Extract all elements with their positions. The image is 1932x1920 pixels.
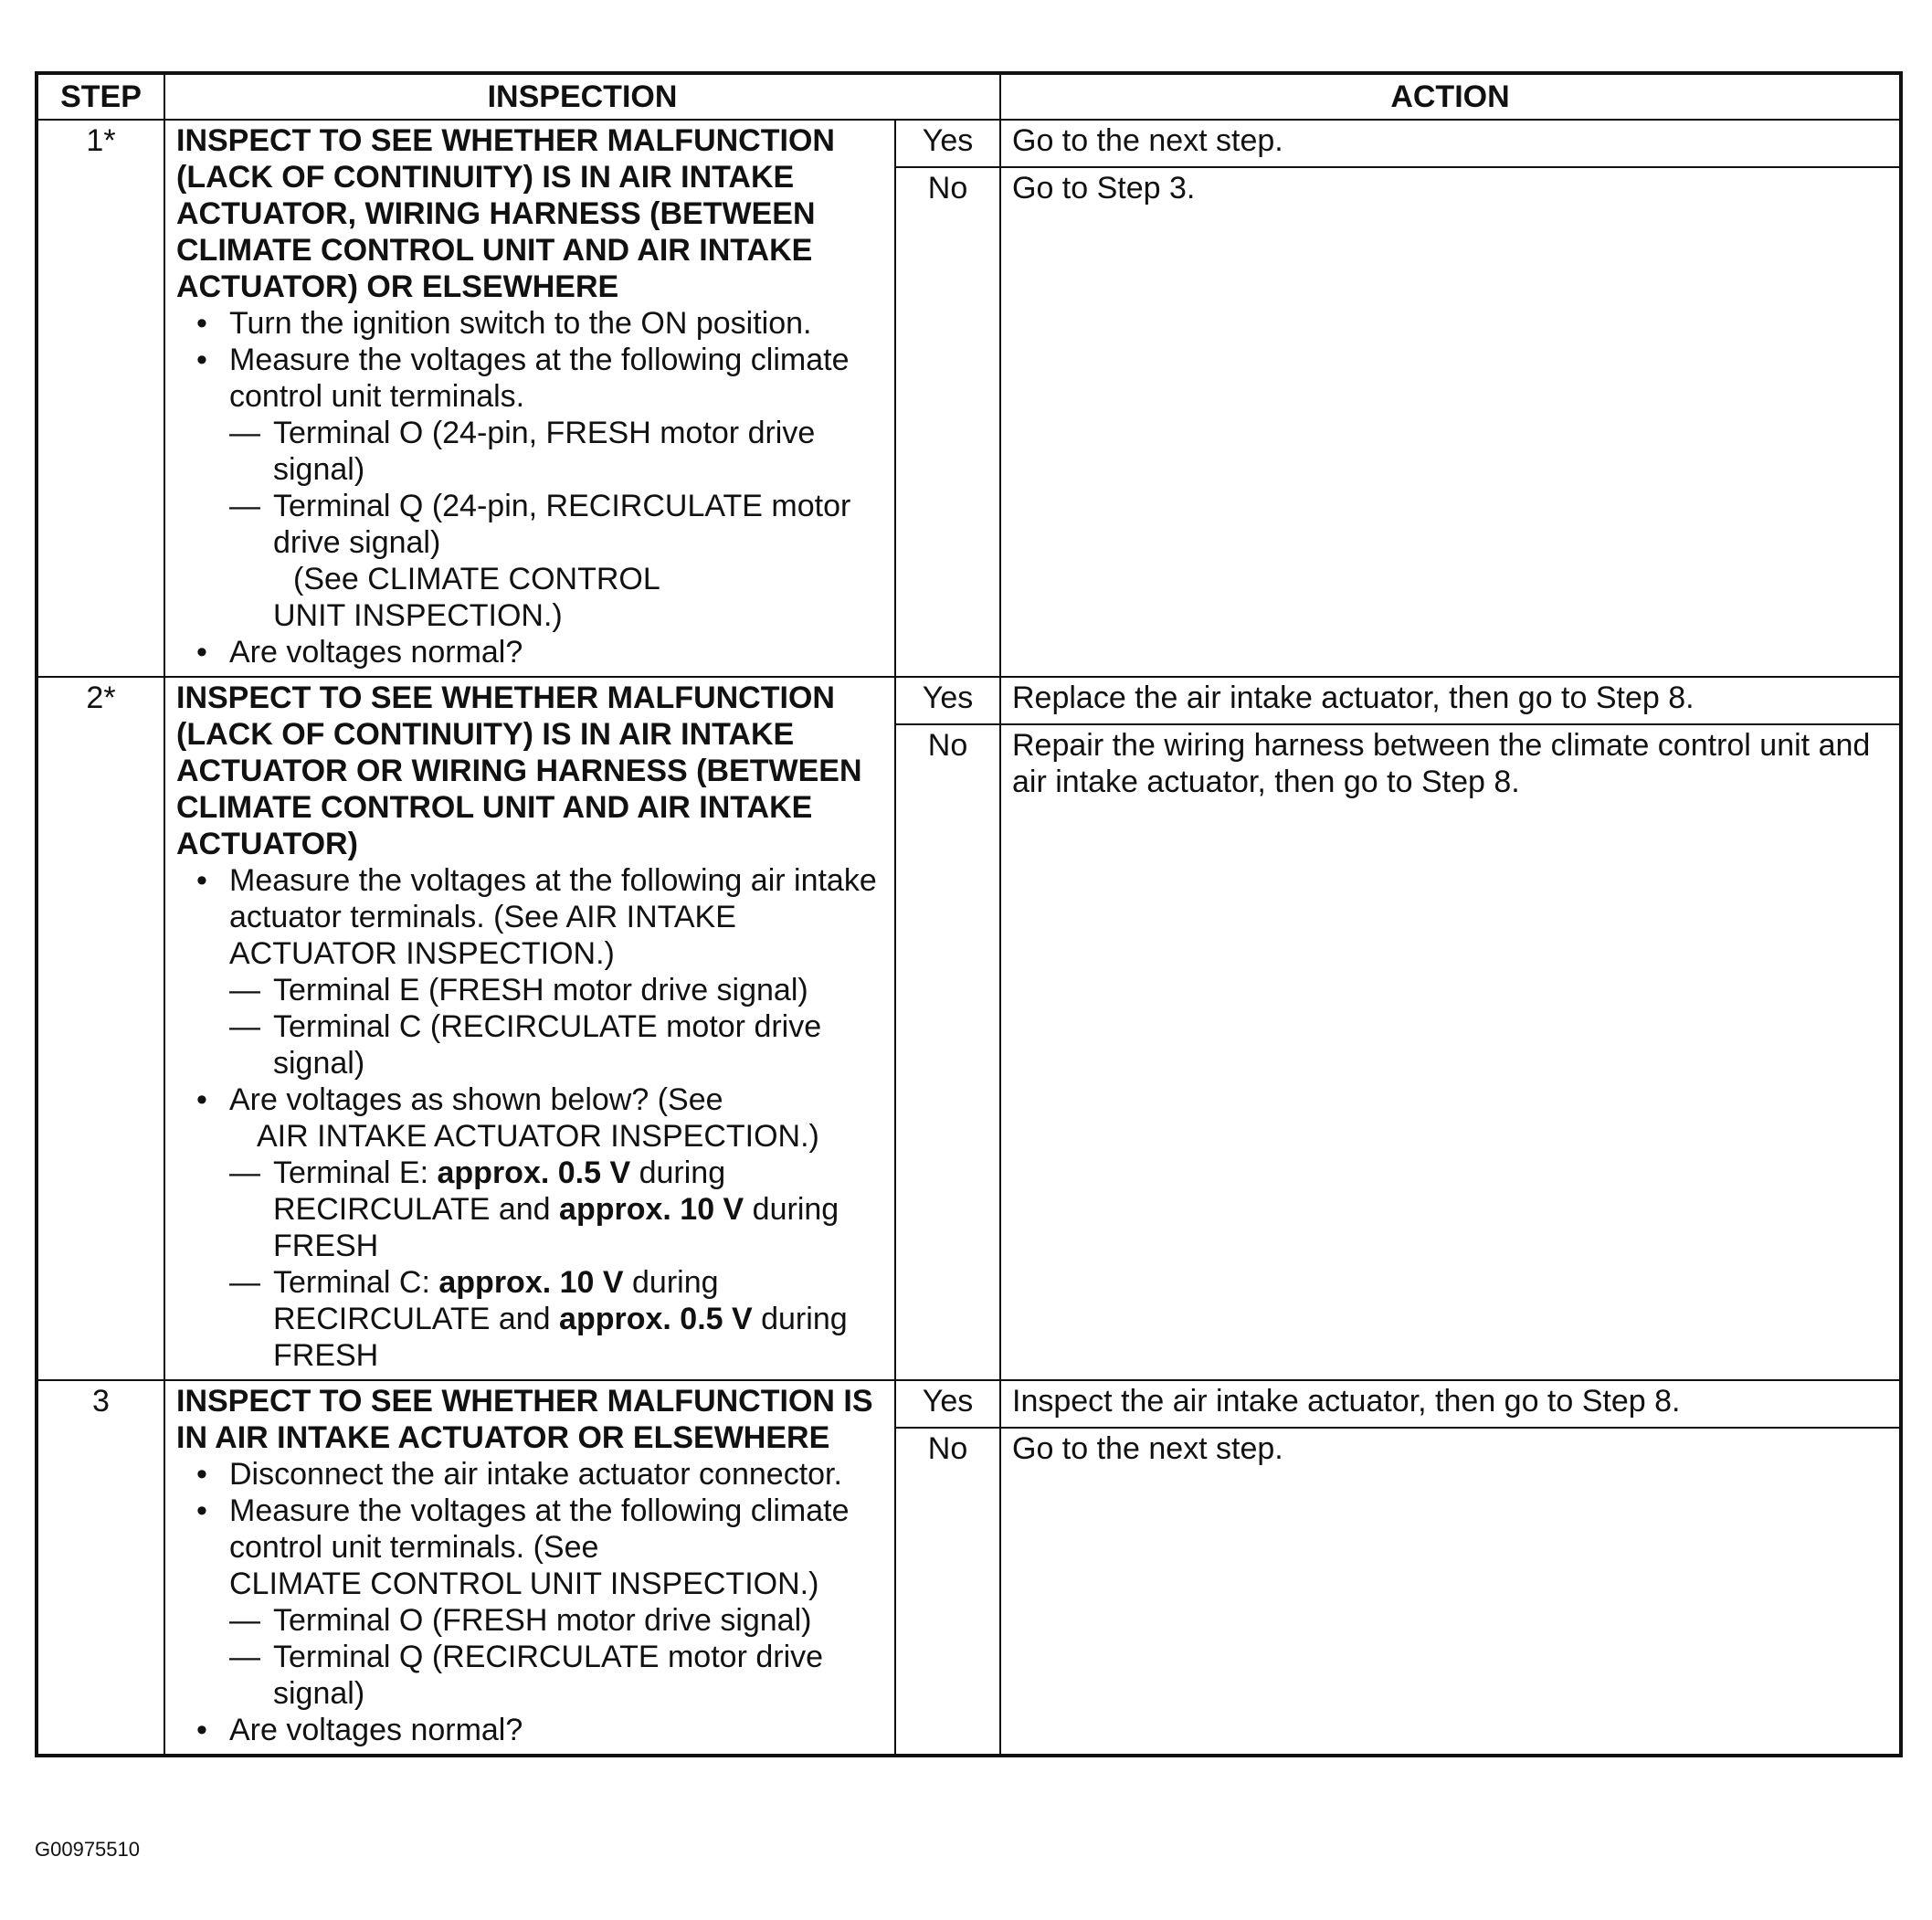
voltage-value: approx. 0.5 V: [437, 1155, 631, 1190]
condition-text: during RECIRCULATE and: [273, 1155, 726, 1227]
reference-note: (See CLIMATE CONTROL: [293, 562, 660, 596]
figure-code: G00975510: [35, 1838, 140, 1861]
result-no: No: [895, 1428, 1000, 1756]
step-number: 1*: [37, 120, 164, 677]
bullet-item: • Turn the ignition switch to the ON position.: [176, 305, 883, 342]
bullet-continuation: CLIMATE CONTROL UNIT INSPECTION.): [229, 1567, 819, 1601]
voltage-value: approx. 0.5 V: [559, 1302, 753, 1336]
diagnostic-table: [35, 71, 1903, 1757]
voltage-value: approx. 10 V: [559, 1192, 744, 1227]
inspection-title: INSPECT TO SEE WHETHER MALFUNCTION (LACK OF CONTINUITY) IS IN AIR INTAKE ACTUATOR OR WIRING HARNESS (BETWEEN CLIMATE CONTROL UNIT AND AIR INTAKE ACTUATOR): [176, 680, 862, 861]
action-no: Go to the next step.: [1000, 1428, 1901, 1756]
inspection-cell: [164, 120, 895, 677]
voltage-value: approx. 10 V: [438, 1265, 624, 1300]
inspection-title: INSPECT TO SEE WHETHER MALFUNCTION (LACK OF CONTINUITY) IS IN AIR INTAKE ACTUATOR, WIRING HARNESS (BETWEEN CLIMATE CONTROL UNIT AND AIR INTAKE ACTUATOR) OR ELSEWHERE: [176, 123, 835, 304]
condition-text: during FRESH: [273, 1192, 839, 1263]
step-row: [37, 120, 1901, 167]
bullet-item: • Measure the voltages at the following climate control unit terminals.: [176, 342, 883, 415]
header-step: STEP: [37, 73, 164, 120]
result-yes: Yes: [895, 677, 1000, 724]
dash-item: [176, 1155, 883, 1264]
bullet-item: • Measure the voltages at the following climate control unit terminals. (See: [176, 1493, 883, 1566]
terminal-label: Terminal C:: [273, 1265, 439, 1300]
action-yes: Inspect the air intake actuator, then go to Step 8.: [1000, 1380, 1901, 1428]
inspection-cell: [164, 677, 895, 1380]
bullet-continuation: AIR INTAKE ACTUATOR INSPECTION.): [257, 1119, 819, 1154]
bullet-item: • Measure the voltages at the following air intake actuator terminals. (See AIR INTAKE ACTUATOR INSPECTION.): [176, 862, 883, 972]
result-yes: Yes: [895, 120, 1000, 167]
action-no: Go to Step 3.: [1000, 167, 1901, 677]
reference-note: UNIT INSPECTION.): [273, 598, 563, 633]
bullet-item: • Are voltages normal?: [176, 1712, 883, 1748]
dash-item: — Terminal Q (RECIRCULATE motor drive signal): [176, 1639, 883, 1712]
dash-item: — Terminal O (24-pin, FRESH motor drive signal): [176, 415, 883, 488]
dash-item: [176, 1264, 883, 1374]
step-number: 2*: [37, 677, 164, 1380]
inspection-title: INSPECT TO SEE WHETHER MALFUNCTION IS IN AIR INTAKE ACTUATOR OR ELSEWHERE: [176, 1384, 873, 1455]
result-no: No: [895, 167, 1000, 677]
dash-item: — Terminal C (RECIRCULATE motor drive signal): [176, 1008, 883, 1081]
inspection-cell: [164, 1380, 895, 1756]
step-row: [37, 1380, 1901, 1428]
step-row: [37, 677, 1901, 724]
action-yes: Replace the air intake actuator, then go to Step 8.: [1000, 677, 1901, 724]
terminal-label: Terminal E:: [273, 1155, 438, 1190]
dash-item: — Terminal Q (24-pin, RECIRCULATE motor drive signal): [176, 488, 883, 561]
header-action: ACTION: [1000, 73, 1901, 120]
bullet-item: • Disconnect the air intake actuator connector.: [176, 1456, 883, 1493]
dash-item: — Terminal E (FRESH motor drive signal): [176, 972, 883, 1008]
condition-text: during FRESH: [273, 1302, 848, 1373]
step-number: 3: [37, 1380, 164, 1756]
result-no: No: [895, 724, 1000, 1380]
header-row: [37, 73, 1901, 120]
dash-item: — Terminal O (FRESH motor drive signal): [176, 1602, 883, 1639]
bullet-item: • Are voltages as shown below? (See: [176, 1081, 883, 1118]
condition-text: during RECIRCULATE and: [273, 1265, 719, 1336]
action-yes: Go to the next step.: [1000, 120, 1901, 167]
header-inspection: INSPECTION: [164, 73, 1000, 120]
bullet-item: • Are voltages normal?: [176, 634, 883, 670]
result-yes: Yes: [895, 1380, 1000, 1428]
action-no: Repair the wiring harness between the climate control unit and air intake actuator, then go to Step 8.: [1000, 724, 1901, 1380]
